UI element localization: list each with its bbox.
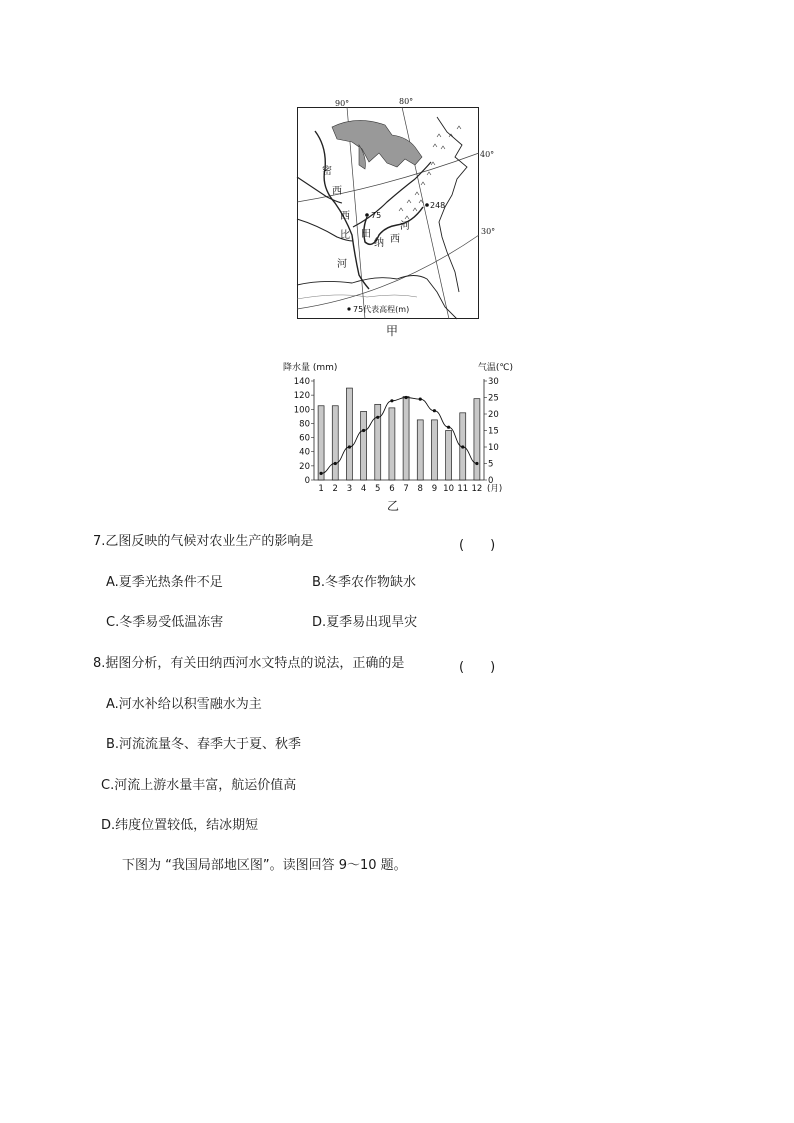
temperature-point xyxy=(362,429,365,432)
q7-option-c: C.冬季易受低温冻害 xyxy=(106,615,224,630)
river-char-tn-3: 西 xyxy=(390,234,400,245)
right-tick-label: 20 xyxy=(488,410,499,420)
q8-option-b: B.河流流量冬、春季大于夏、秋季 xyxy=(106,737,302,752)
q7-option-b: B.冬季农作物缺水 xyxy=(312,575,417,590)
x-tick-label: 6 xyxy=(389,484,395,494)
temperature-line xyxy=(321,398,477,474)
elevation-point-248 xyxy=(425,203,429,207)
x-tick-label: 11 xyxy=(457,484,469,494)
temperature-point xyxy=(404,396,407,399)
left-tick-label: 80 xyxy=(299,419,310,430)
q8-stem: 8.据图分析，有关田纳西河水文特点的说法，正确的是 xyxy=(93,656,405,671)
q8-answer-blank: ( ) xyxy=(459,660,496,675)
precip-bar xyxy=(361,411,367,480)
river-char-tn-1: 田 xyxy=(361,229,371,240)
lon-label-90: 90° xyxy=(335,99,350,108)
q8-option-d: D.纬度位置较低，结冰期短 xyxy=(101,818,259,833)
right-tick-label: 5 xyxy=(488,459,494,470)
precip-bar xyxy=(446,431,452,481)
left-tick-label: 100 xyxy=(293,405,310,416)
temperature-point xyxy=(433,409,436,412)
map-legend: 75代表高程(m) xyxy=(353,305,410,314)
temperature-point xyxy=(319,472,322,475)
lat-label-40: 40° xyxy=(480,150,495,159)
left-tick-label: 0 xyxy=(304,476,310,486)
precip-bar xyxy=(431,420,437,480)
left-tick-label: 140 xyxy=(293,377,310,387)
legend-point xyxy=(347,307,350,310)
river-char-mi-1: 密 xyxy=(322,166,332,177)
x-tick-label: 10 xyxy=(443,484,454,494)
left-tick-label: 120 xyxy=(293,391,310,402)
precip-bar xyxy=(417,420,423,480)
left-tick-label: 40 xyxy=(299,447,310,458)
q7-answer-blank: ( ) xyxy=(459,538,496,553)
elevation-label-248: 248 xyxy=(430,201,446,210)
climate-chart xyxy=(283,360,513,518)
x-tick-label: 2 xyxy=(332,484,338,494)
q7-option-a: A.夏季光热条件不足 xyxy=(106,575,223,590)
precip-bar xyxy=(375,404,381,480)
map-caption: 甲 xyxy=(386,324,399,338)
left-tick-label: 20 xyxy=(299,461,310,472)
precip-bar xyxy=(332,406,338,480)
x-tick-label: 9 xyxy=(431,484,438,494)
elevation-label-75: 75 xyxy=(371,211,382,220)
q8-option-c: C.河流上游水量丰富，航运价值高 xyxy=(101,778,297,793)
x-tick-label: 4 xyxy=(360,484,367,494)
river-char-mi-2: 西 xyxy=(332,186,342,197)
river-char-tn-2: 纳 xyxy=(374,238,384,249)
river-char-tn-4: 河 xyxy=(400,221,410,232)
elevation-point-75 xyxy=(365,213,369,217)
precip-bar xyxy=(389,408,395,480)
river-char-mi-5: 河 xyxy=(337,259,347,270)
right-tick-label: 25 xyxy=(488,393,499,404)
temperature-point xyxy=(461,445,464,448)
right-tick-label: 30 xyxy=(488,377,499,387)
chart-caption: 乙 xyxy=(387,499,400,513)
q7-stem: 7.乙图反映的气候对农业生产的影响是 xyxy=(93,534,314,549)
x-tick-label: 8 xyxy=(417,484,423,494)
next-section-intro: 下图为 “我国局部地区图”。读图回答 9～10 题。 xyxy=(122,858,407,873)
right-tick-label: 10 xyxy=(488,443,499,453)
lat-label-30: 30° xyxy=(481,227,496,236)
temperature-point xyxy=(376,416,379,419)
x-tick-label: 7 xyxy=(403,484,409,494)
temperature-point xyxy=(475,462,478,465)
temperature-point xyxy=(447,426,450,429)
x-axis-unit: (月) xyxy=(487,484,503,494)
river-char-mi-4: 比 xyxy=(340,230,350,241)
right-tick-label: 0 xyxy=(488,476,494,486)
left-axis-title: 降水量 (mm) xyxy=(283,363,338,373)
river-char-mi-3: 西 xyxy=(340,211,350,222)
right-tick-label: 15 xyxy=(488,426,499,437)
temperature-point xyxy=(334,462,337,465)
lon-label-80: 80° xyxy=(399,97,414,106)
right-axis-title: 气温(℃) xyxy=(477,363,513,373)
q8-option-a: A.河水补给以积雪融水为主 xyxy=(106,697,262,712)
temperature-point xyxy=(419,398,422,401)
temperature-point xyxy=(348,445,351,448)
precip-bar xyxy=(403,397,409,480)
q7-option-d: D.夏季易出现旱灾 xyxy=(312,615,418,630)
left-tick-label: 60 xyxy=(299,433,310,444)
precip-bar xyxy=(346,388,352,480)
precip-bar xyxy=(318,406,324,480)
temperature-point xyxy=(390,399,393,402)
x-tick-label: 3 xyxy=(346,484,353,494)
x-tick-label: 12 xyxy=(471,484,483,494)
x-tick-label: 1 xyxy=(318,484,324,494)
x-tick-label: 5 xyxy=(375,484,381,494)
precip-bar xyxy=(474,399,480,480)
